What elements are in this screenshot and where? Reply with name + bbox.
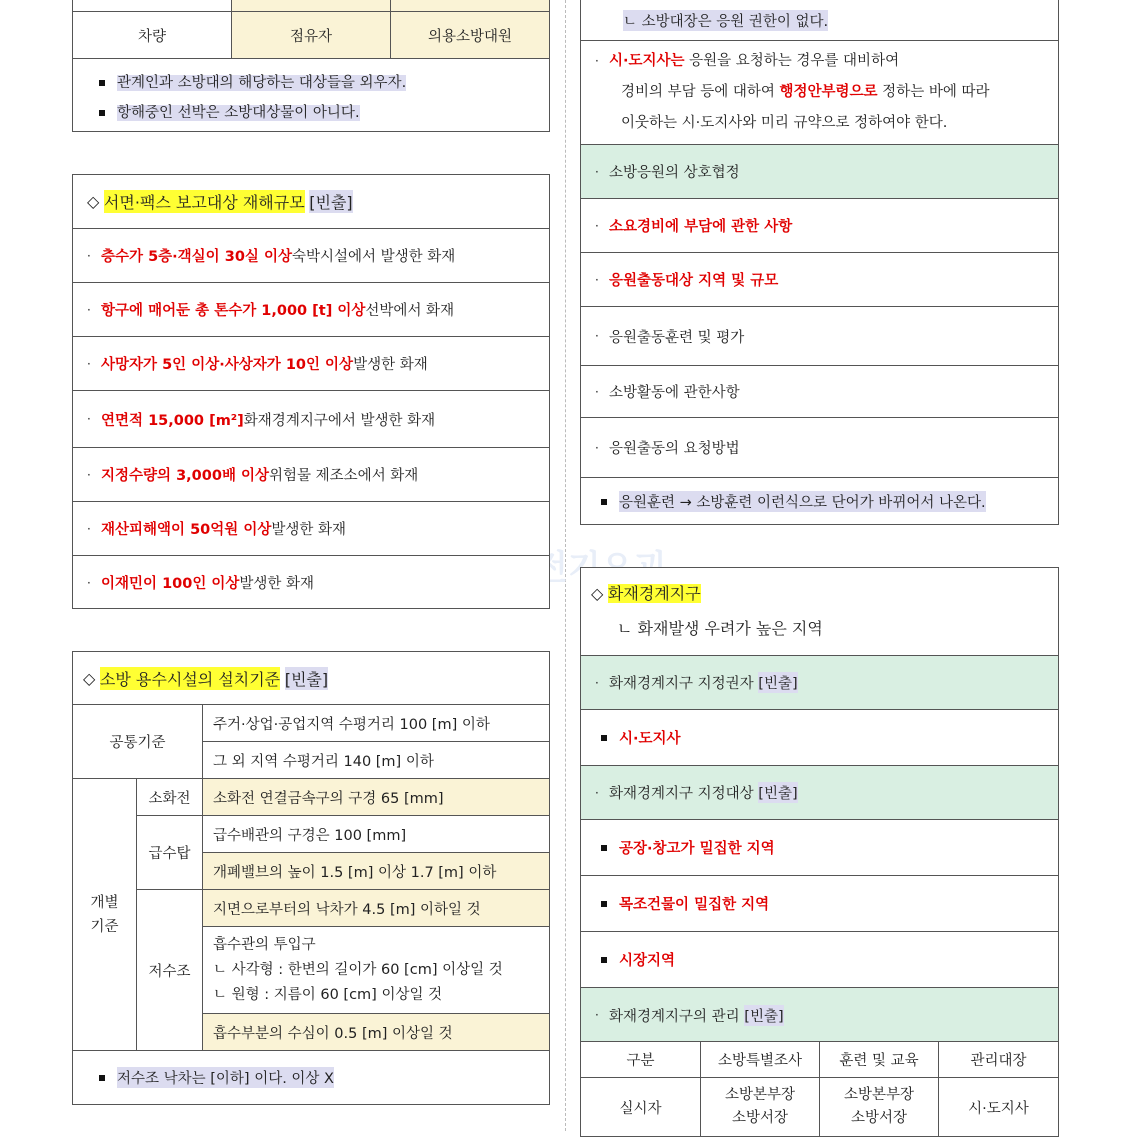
tank-rule-2: 흡수관의 투입구 ㄴ 사각형 : 한변의 길이가 60 [cm] 이상일 것 ㄴ 원형 : 지름이 60 [cm] 이상일 것	[202, 926, 550, 1014]
table-cell: 시·도지사	[938, 1077, 1059, 1137]
list-item: 시장지역	[581, 931, 1058, 987]
list-item: 시·도지사	[581, 709, 1058, 765]
common-rule-2: 그 외 지역 수평거리 140 [m] 이하	[202, 741, 550, 779]
common-rule-1: 주거·상업·공업지역 수평거리 100 [m] 이하	[202, 704, 550, 742]
cell-vehicle: 차량	[72, 11, 232, 59]
list-item: · 층수가 5층·객실이 30실 이상 숙박시설에서 발생한 화재	[73, 228, 549, 282]
tower-rule-2: 개폐밸브의 높이 1.5 [m] 이상 1.7 [m] 이하	[202, 852, 550, 890]
list-item: · 이재민이 100인 이상 발생한 화재	[73, 555, 549, 609]
list-item: · 연면적 15,000 [m²] 화재경계지구에서 발생한 화재	[73, 390, 549, 447]
list-item: · 재산피해액이 50억원 이상 발생한 화재	[73, 501, 549, 555]
list-item: · 사망자가 5인 이상·사상자가 10인 이상 발생한 화재	[73, 336, 549, 390]
report-section	[72, 174, 550, 609]
list-item: · 소요경비에 부담에 관한 사항	[581, 198, 1058, 252]
tower-rule-1: 급수배관의 구경은 100 [mm]	[202, 815, 550, 853]
water-note: 저수조 낙차는 [이하] 이다. 이상 X	[72, 1050, 550, 1105]
list-item: · 응원출동훈련 및 평가	[581, 306, 1058, 365]
list-item: · 항구에 매어둔 총 톤수가 1,000 [t] 이상 선박에서 화재	[73, 282, 549, 336]
table-header: 훈련 및 교육	[819, 1041, 939, 1078]
hydrant-rule: 소화전 연결금속구의 구경 65 [mm]	[202, 778, 550, 816]
table-header: 구분	[580, 1041, 701, 1078]
table-header: 소방특별조사	[700, 1041, 820, 1078]
tower-label: 급수탑	[136, 815, 203, 890]
list-item: · 응원출동의 요청방법	[581, 417, 1058, 477]
table-cell: 소방본부장 소방서장	[819, 1077, 939, 1137]
list-item: · 시·도지사는 응원을 요청하는 경우를 대비하여 경비의 부담 등에 대하여 행정안부령으로 정하는 바에 따라 이웃하는 시·도지사와 미리 규약으로 정하여야 한다.	[581, 40, 1058, 144]
list-item: 공장·창고가 밀집한 지역	[581, 819, 1058, 875]
note-item: 관계인과 소방대의 해당하는 대상들을 외우자.	[93, 71, 406, 92]
tank-rule-3: 흡수부분의 수심이 0.5 [m] 이상일 것	[202, 1013, 550, 1051]
tank-rule-1: 지면으로부터의 낙차가 4.5 [m] 이하일 것	[202, 889, 550, 927]
list-item: · 화재경계지구 지정대상 [빈출]	[581, 765, 1058, 819]
list-item: · 화재경계지구의 관리 [빈출]	[581, 987, 1058, 1042]
list-item: 목조건물이 밀집한 지역	[581, 875, 1058, 931]
cell-volunteer: 의용소방대원	[390, 11, 550, 59]
table-cell: 실시자	[580, 1077, 701, 1137]
tank-label: 저수조	[136, 889, 203, 1051]
list-item: · 응원출동대상 지역 및 규모	[581, 252, 1058, 306]
list-item: 응원훈련 → 소방훈련 이런식으로 단어가 바뀌어서 나온다.	[581, 477, 1058, 525]
common-label: 공통기준	[72, 704, 203, 779]
section-title: ◇ 서면·팩스 보고대상 재해규모 [빈출]	[87, 192, 353, 212]
section-title: ◇ 화재경계지구 ㄴ 화재발생 우려가 높은 지역	[591, 584, 823, 638]
individual-label: 개별 기준	[72, 778, 137, 1051]
table-cell: 소방본부장 소방서장	[700, 1077, 820, 1137]
table-header: 관리대장	[938, 1041, 1059, 1078]
list-item: · 소방활동에 관한사항	[581, 365, 1058, 417]
note-item: 항해중인 선박은 소방대상물이 아니다.	[93, 101, 360, 122]
cell-occupant: 점유자	[231, 11, 391, 59]
list-item: ㄴ 소방대장은 응원 권한이 없다.	[581, 0, 1058, 40]
hydrant-label: 소화전	[136, 778, 203, 816]
fire-zone-section	[580, 567, 1059, 1042]
list-item: · 지정수량의 3,000배 이상 위험물 제조소에서 화재	[73, 447, 549, 501]
list-item: · 화재경계지구 지정권자 [빈출]	[581, 655, 1058, 709]
section-title: ◇ 소방 용수시설의 설치기준 [빈출]	[72, 651, 550, 705]
tl-notes	[72, 58, 550, 132]
list-item: · 소방응원의 상호협정	[581, 144, 1058, 198]
support-section	[580, 0, 1059, 525]
